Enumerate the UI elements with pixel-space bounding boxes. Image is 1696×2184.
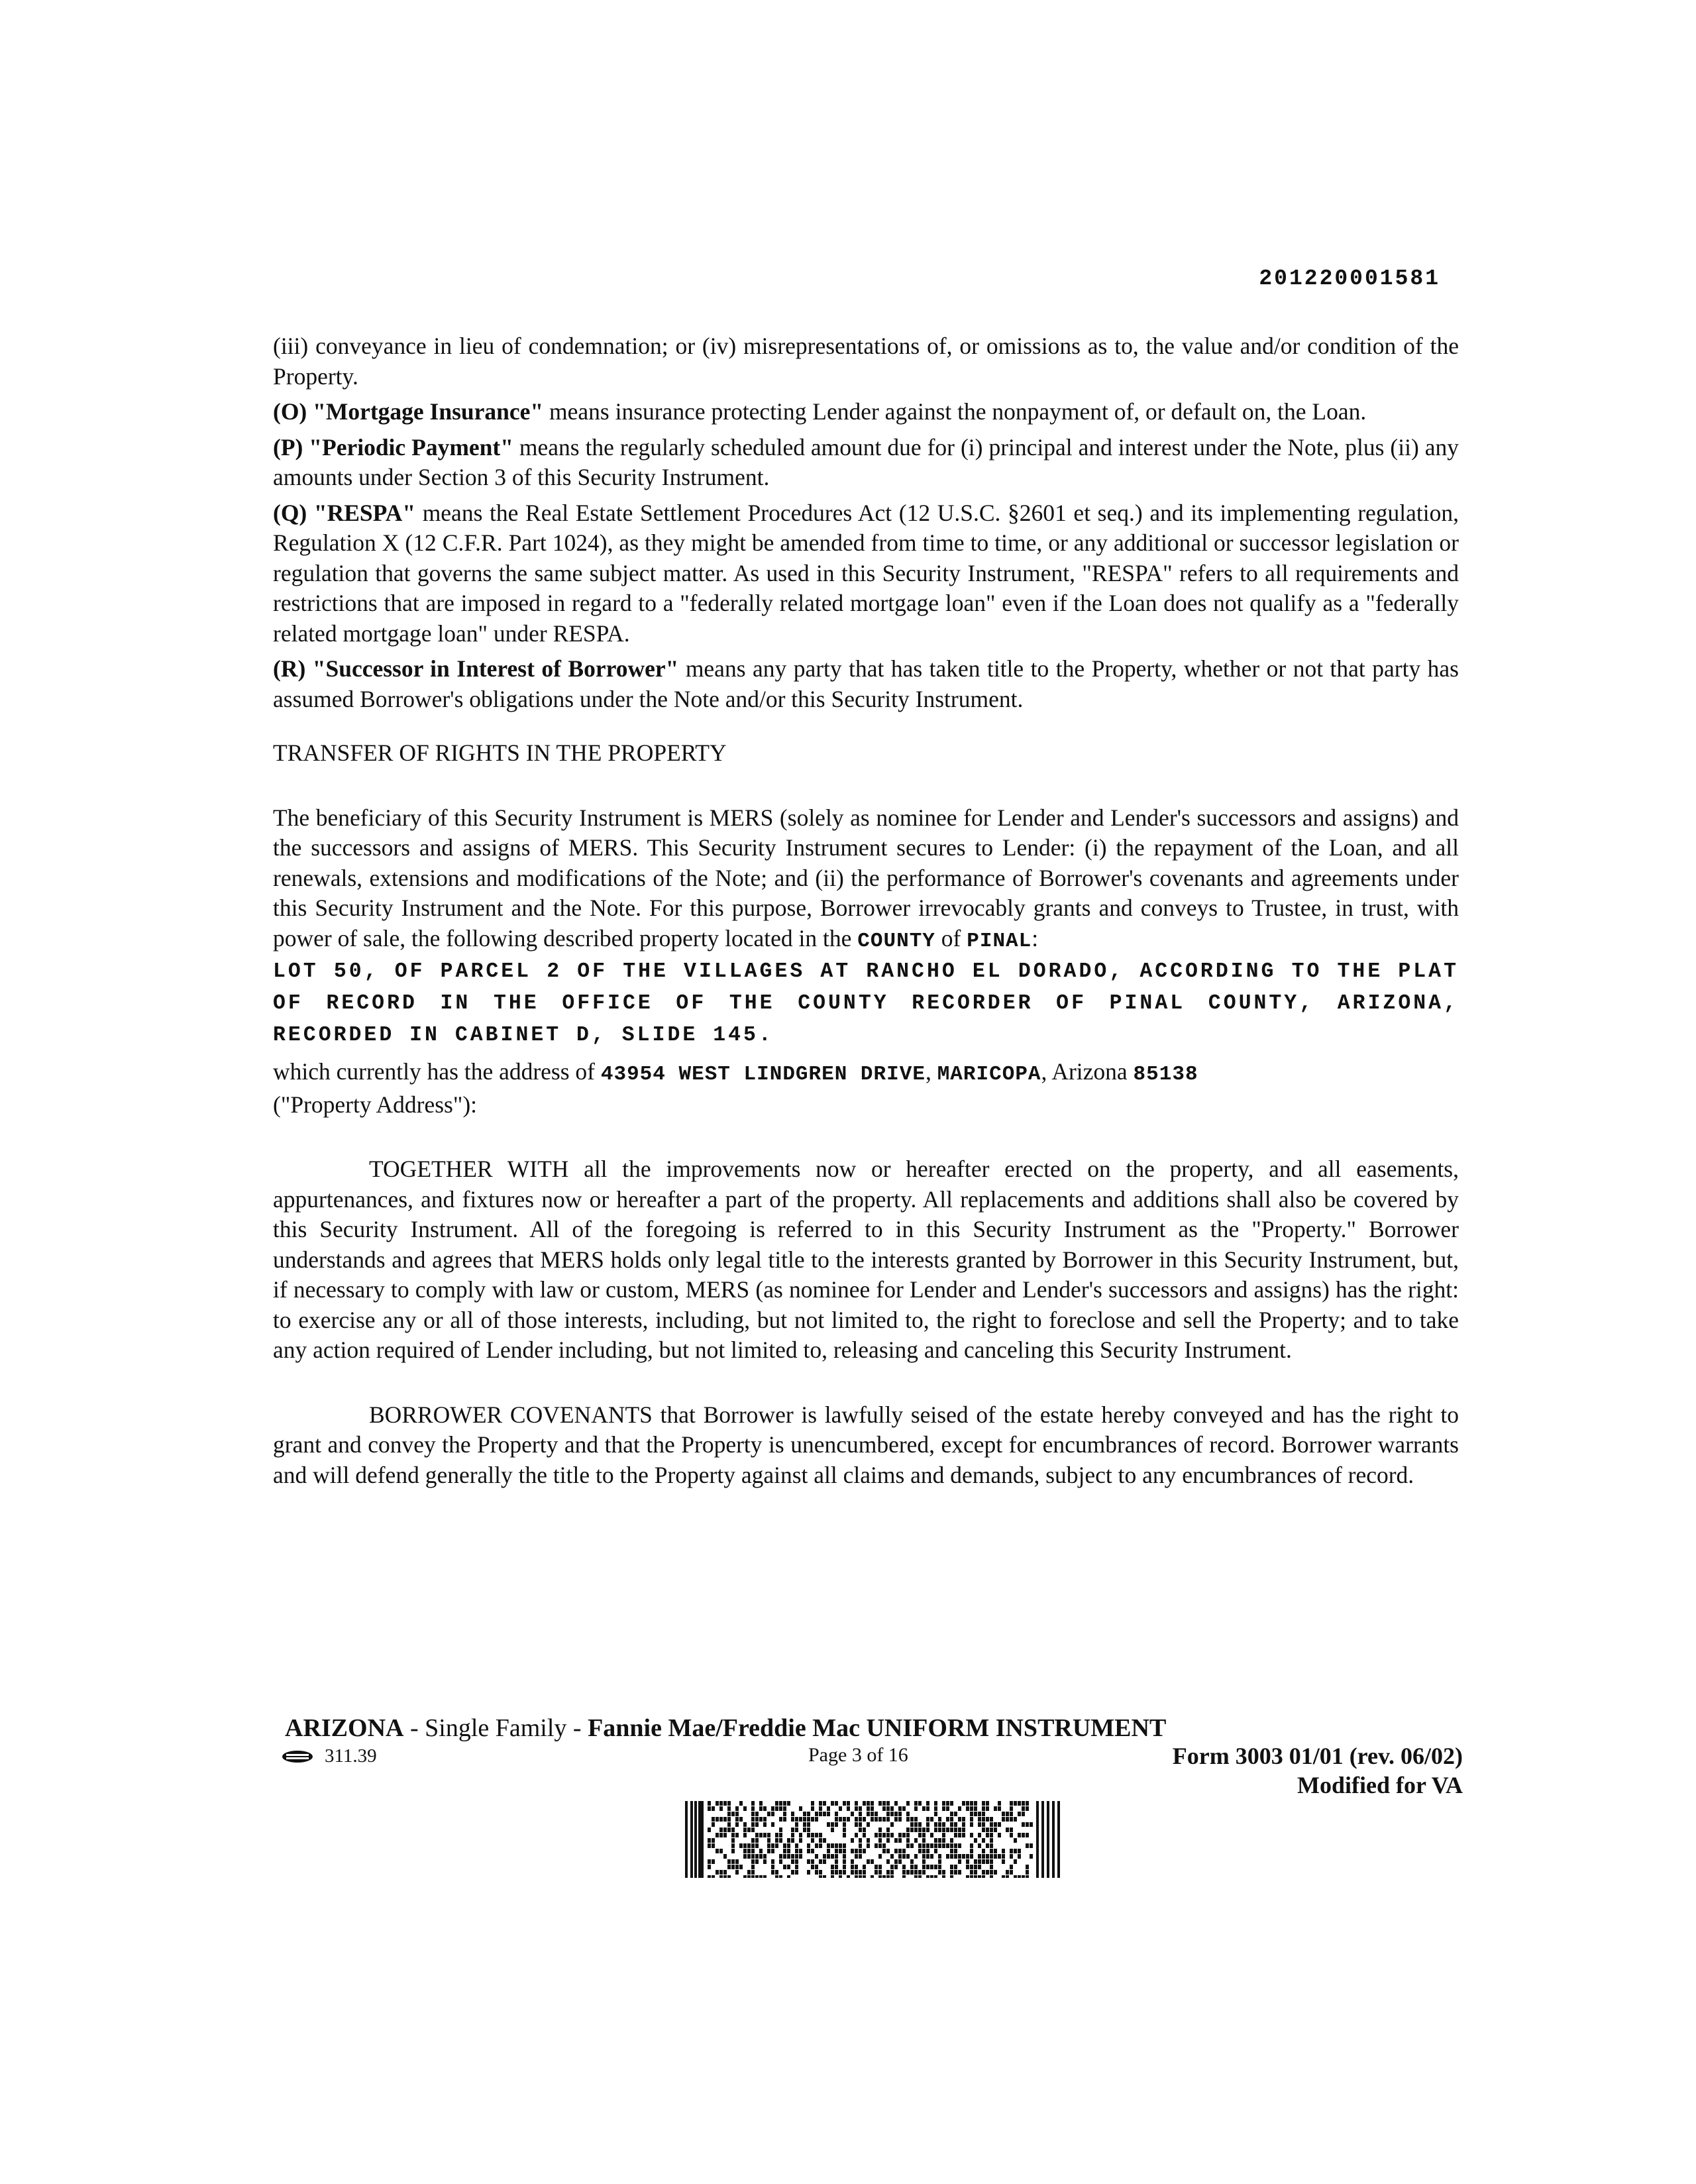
legal-description: LOT 50, OF PARCEL 2 OF THE VILLAGES AT RANCHO EL DORADO, ACCORDING TO THE PLAT OF RECORD IN THE OFFICE OF THE COUNTY RECORDER OF PINAL COUNTY, ARIZONA, RECORDED IN CABINET D, SLIDE 145. <box>273 960 1459 1047</box>
definition-label: (O) "Mortgage Insurance" <box>273 398 544 425</box>
section-title: TRANSFER OF RIGHTS IN THE PROPERTY <box>273 739 727 766</box>
footer-row <box>281 1743 1463 1798</box>
property-address-label: ("Property Address"): <box>273 1091 478 1118</box>
paragraph-iii: (iii) conveyance in lieu of condemnation; or (iv) misrepresentations of, or omissions as to, the value and/or condition of the Property. <box>273 333 1459 390</box>
definition-successor <box>273 654 1459 714</box>
form-modification: Modified for VA <box>1297 1772 1463 1798</box>
definition-mortgage-insurance <box>273 397 1459 427</box>
street-address: 43954 WEST LINDGREN DRIVE <box>600 1063 926 1086</box>
transfer-text: The beneficiary of this Security Instrument is MERS (solely as nominee for Lender and Lender's successors and assigns) and the successors and assigns of MERS. This Security Instrument secures to Lender: (i) the repayment of the Loan, and all renewals, extensions and modifications of the Note; and (ii) the performance of Borrower's covenants and agreements under this Security Instrument and the Note. For this purpose, Borrower irrevocably grants and conveys to Trustee, in trust, with power of sale, the following described property located in the <box>273 804 1459 952</box>
barcode <box>685 1801 1061 1878</box>
spacer <box>273 1125 1459 1154</box>
footer-code <box>281 1745 377 1767</box>
footer-instrument: Fannie Mae/Freddie Mac UNIFORM INSTRUMENT <box>588 1714 1167 1742</box>
definition-label: (Q) "RESPA" <box>273 499 416 526</box>
page-number: Page 3 of 16 <box>808 1744 908 1766</box>
definition-label: (P) "Periodic Payment" <box>273 433 513 461</box>
zip-code: 85138 <box>1133 1063 1198 1086</box>
county-name: PINAL <box>967 929 1032 953</box>
form-code: 311.39 <box>325 1745 377 1767</box>
definition-respa <box>273 498 1459 649</box>
form-number: Form 3003 01/01 (rev. 06/02) <box>1172 1743 1463 1769</box>
of-text: of <box>935 924 967 952</box>
definition-text: means the Real Estate Settlement Procedures Act (12 U.S.C. §2601 et seq.) and its implementing regulation, Regulation X (12 C.F.R. Part 1024), as they might be amended from time to time, or any additional or successor legislation or regulation that governs the same subject matter. As used in this Security Instrument, "RESPA" refers to all requirements and restrictions that are imposed in regard to a "federally related mortgage loan" even if the Loan does not qualify as a "federally related mortgage loan" under RESPA. <box>273 499 1459 647</box>
property-address-line <box>273 1057 1459 1090</box>
definition-label: (R) "Successor in Interest of Borrower" <box>273 655 679 682</box>
spacer <box>273 1371 1459 1400</box>
form-identifier <box>1173 1741 1463 1800</box>
form-vendor-logo-icon <box>281 1749 314 1764</box>
colon-text: : <box>1032 924 1039 952</box>
state-text: , Arizona <box>1041 1058 1134 1085</box>
together-with-paragraph: TOGETHER WITH all the improvements now or hereafter erected on the property, and all easements, appurtenances, and fixtures now or hereafter a part of the property. All replacements and additions shall also be covered by this Security Instrument. All of the foregoing is referred to in this Security Instrument as the "Property." Borrower understands and agrees that MERS holds only legal title to the interests granted by Borrower in this Security Instrument, but, if necessary to comply with law or custom, MERS (as nominee for Lender and Lender's successors and assigns) has the right: to exercise any or all of those interests, including, but not limited to, the right to foreclose and sell the Property; and to take any action required of Lender including, but not limited to, releasing and canceling this Security Instrument. <box>273 1156 1459 1363</box>
address-comma: , <box>925 1058 937 1085</box>
county-type: COUNTY <box>857 929 935 953</box>
document-body <box>273 331 1459 1496</box>
transfer-paragraph <box>273 803 1459 957</box>
definition-periodic-payment <box>273 433 1459 493</box>
definition-text: means the regularly scheduled amount due for (i) principal and interest under the Note, plus (ii) any amounts under Section 3 of this Security Instrument. <box>273 433 1459 490</box>
city: MARICOPA <box>937 1063 1041 1086</box>
footer-separator: - Single Family - <box>403 1714 588 1742</box>
borrower-covenants-paragraph: BORROWER COVENANTS that Borrower is lawfully seised of the estate hereby conveyed and has the right to grant and convey the Property and that the Property is unencumbered, except for encumbrances of record. Borrower warrants and will defend generally the title to the Property against all claims and demands, subject to any encumbrances of record. <box>273 1401 1459 1488</box>
footer-title <box>285 1714 1166 1743</box>
document-number: 201220001581 <box>1259 266 1440 291</box>
definition-text: means insurance protecting Lender against the nonpayment of, or default on, the Loan. <box>543 398 1367 425</box>
definition-text: means any party that has taken title to the Property, whether or not that party has assumed Borrower's obligations under the Note and/or this Security Instrument. <box>273 655 1459 712</box>
footer-state: ARIZONA <box>285 1714 404 1742</box>
address-prefix: which currently has the address of <box>273 1058 601 1085</box>
